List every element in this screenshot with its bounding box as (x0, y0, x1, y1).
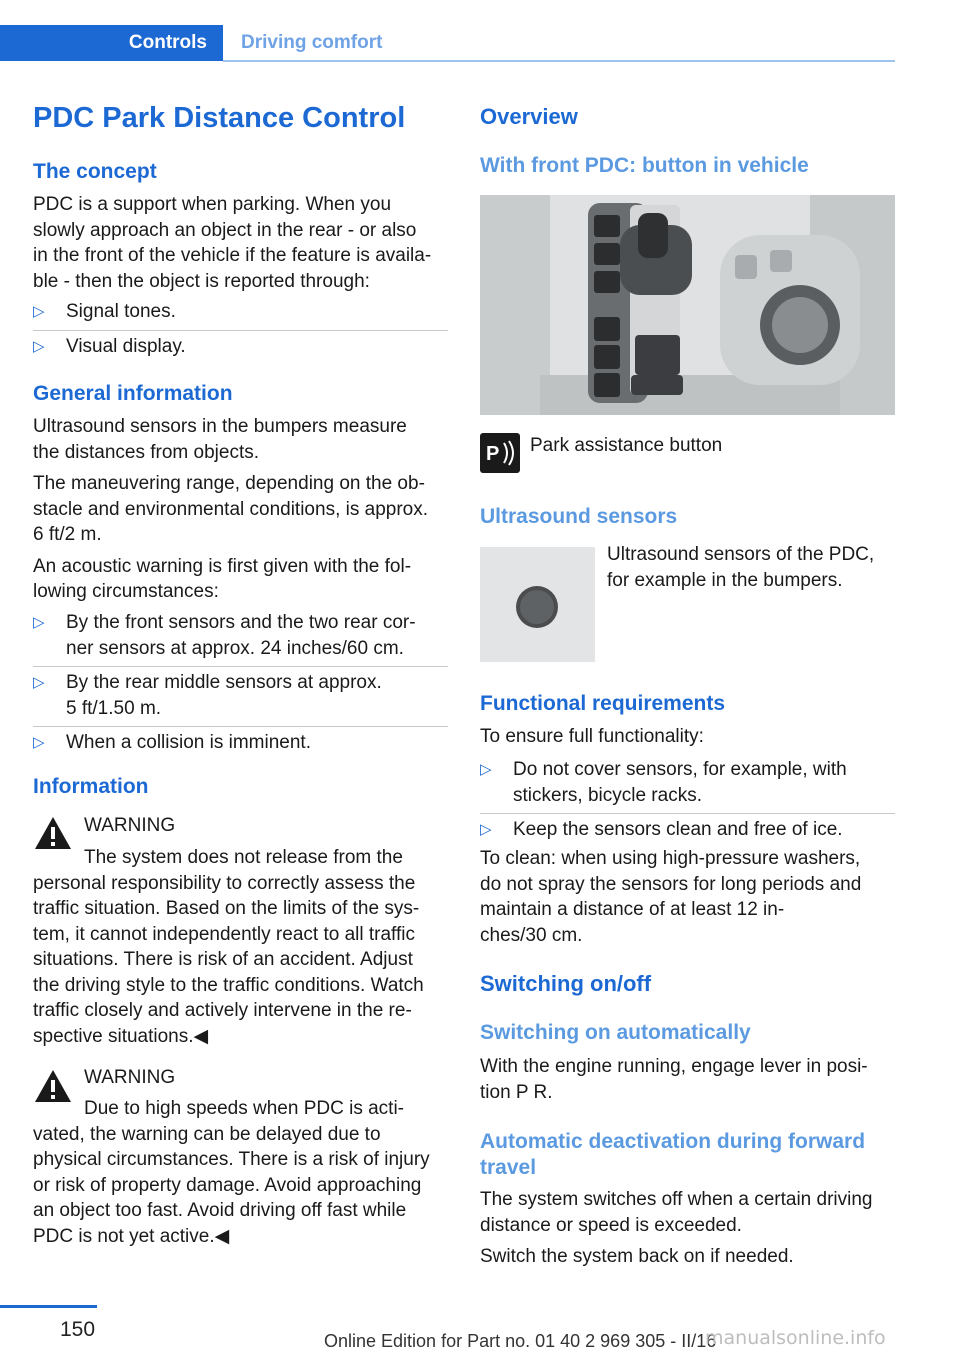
functional-heading: Functional requirements (480, 692, 726, 715)
information-heading: Information (33, 775, 149, 798)
bullet-triangle-icon: ▷ (480, 761, 492, 778)
list-item (33, 670, 448, 721)
text-line: 6 ft/2 m. (33, 524, 102, 545)
text-line: an object too fast. Avoid driving off fast while (33, 1200, 407, 1221)
text-line: slowly approach an object in the rear - or also (33, 219, 417, 241)
watermark: manualsonline.info (705, 1327, 886, 1349)
text-line: Do not cover sensors, for example, with (513, 759, 847, 780)
general-bullets (33, 610, 448, 756)
text-line: Ultrasound sensors in the bumpers measure (33, 416, 407, 437)
list-item-text: Keep the sensors clean and free of ice. (513, 819, 843, 840)
center-console-image (480, 195, 895, 415)
auto-on-heading: Switching on automatically (480, 1021, 751, 1044)
ultrasound-heading: Ultrasound sensors (480, 505, 678, 528)
bullet-triangle-icon: ▷ (33, 614, 45, 631)
text-line: stacle and environmental conditions, is approx. (33, 498, 429, 520)
chapter-tab-label: Controls (128, 32, 207, 53)
page-number: 150 (60, 1318, 96, 1341)
text-line: for example in the bumpers. (607, 569, 843, 591)
edition-note: Online Edition for Part no. 01 40 2 969 305 - II/16 (324, 1331, 717, 1351)
section-breadcrumb-label: Driving comfort (241, 32, 383, 53)
header-divider (223, 60, 895, 62)
list-item-text (66, 670, 382, 721)
heading-line: Automatic deactivation during forward (480, 1130, 866, 1153)
list-item (33, 730, 448, 756)
text-line: or risk of property damage. Avoid approaching (33, 1174, 422, 1196)
concept-heading: The concept (33, 160, 157, 183)
text-line: PDC is not yet active.◀ (33, 1225, 230, 1247)
text-line: Switch the system back on if needed. (480, 1246, 794, 1267)
text-line: distance or speed is exceeded. (480, 1214, 742, 1236)
text-line: tem, it cannot independently react to all traffic (33, 923, 415, 945)
text-line: physical circumstances. There is a risk of injury (33, 1149, 430, 1170)
auto-off-heading (480, 1129, 910, 1181)
list-item (33, 299, 448, 325)
text-line: in the front of the vehicle if the feature is availa- (33, 245, 432, 266)
ultrasound-text (607, 542, 907, 593)
park-assistance-icon (480, 433, 520, 473)
list-divider (33, 330, 448, 331)
list-divider (480, 813, 895, 814)
text-line: situations. There is risk of an accident. Adjust (33, 949, 413, 970)
warning-label: WARNING (84, 815, 176, 836)
text-line: the driving style to the traffic conditions. Watch (33, 974, 424, 996)
text-line: do not spray the sensors for long periods and (480, 873, 862, 895)
text-line: the distances from objects. (33, 441, 259, 463)
general-heading: General information (33, 382, 233, 405)
text-line: stickers, bicycle racks. (513, 784, 702, 806)
text-line: traffic situation. Based on the limits of the sys- (33, 898, 420, 919)
text-line: Due to high speeds when PDC is acti- (84, 1098, 404, 1119)
functional-bullets (480, 757, 895, 843)
general-text (33, 414, 463, 605)
list-item-text (66, 610, 416, 661)
text-line: PDC is a support when parking. When you (33, 194, 392, 215)
warning-text (33, 845, 463, 1049)
text-line: With the engine running, engage lever in posi- (480, 1056, 868, 1077)
front-pdc-heading: With front PDC: button in vehicle (480, 154, 809, 177)
list-item-text: When a collision is imminent. (66, 732, 311, 753)
functional-intro: To ensure full functionality: (480, 726, 704, 747)
text-line: The maneuvering range, depending on the ob- (33, 473, 425, 494)
list-divider (33, 666, 448, 667)
list-item-text (513, 757, 847, 808)
switching-heading: Switching on/off (480, 971, 652, 996)
overview-heading: Overview (480, 104, 578, 129)
text-line: maintain a distance of at least 12 in- (480, 899, 785, 920)
text-line: To clean: when using high-pressure washers, (480, 848, 861, 869)
text-line: An acoustic warning is first given with the fol- (33, 555, 412, 577)
auto-off-text (480, 1187, 910, 1270)
text-line: By the rear middle sensors at approx. (66, 672, 382, 693)
list-item (480, 757, 895, 808)
list-item-text: Visual display. (66, 335, 186, 357)
bullet-triangle-icon: ▷ (33, 674, 45, 691)
list-item (33, 610, 448, 661)
text-line: ches/30 cm. (480, 924, 583, 946)
footer-divider (0, 1305, 97, 1308)
text-line: traffic closely and actively intervene in the re- (33, 1000, 412, 1021)
text-line: The system does not release from the (84, 847, 403, 868)
text-line: tion P R. (480, 1081, 553, 1103)
bullet-triangle-icon: ▷ (480, 821, 492, 838)
heading-line: travel (480, 1156, 537, 1179)
bullet-triangle-icon: ▷ (33, 303, 45, 320)
ultrasound-sensor-image (480, 547, 595, 662)
page-title: PDC Park Distance Control (33, 102, 406, 134)
text-line: personal responsibility to correctly assess the (33, 872, 416, 894)
text-line: lowing circumstances: (33, 581, 219, 602)
concept-text (33, 192, 463, 294)
text-line: The system switches off when a certain driving (480, 1189, 873, 1210)
chapter-tab[interactable] (0, 25, 223, 61)
bullet-triangle-icon: ▷ (33, 734, 45, 751)
bullet-triangle-icon: ▷ (33, 337, 45, 355)
list-item (33, 334, 448, 360)
text-line: spective situations.◀ (33, 1025, 209, 1047)
text-line: 5 ft/1.50 m. (66, 697, 162, 719)
text-line: Ultrasound sensors of the PDC, (607, 544, 875, 565)
list-divider (33, 726, 448, 727)
text-line: By the front sensors and the two rear cor- (66, 612, 416, 633)
list-item (480, 817, 895, 843)
text-line: vated, the warning can be delayed due to (33, 1123, 381, 1145)
warning-label: WARNING (84, 1067, 176, 1088)
concept-bullets (33, 299, 448, 359)
cleaning-text (480, 846, 910, 948)
svg-text:P: P (486, 443, 500, 465)
warning-text (33, 1096, 463, 1249)
list-item-text: Signal tones. (66, 301, 176, 322)
section-breadcrumb[interactable] (223, 25, 382, 61)
park-assistance-label: Park assistance button (530, 435, 723, 456)
text-line: ner sensors at approx. 24 inches/60 cm. (66, 637, 404, 659)
auto-on-text (480, 1054, 910, 1105)
text-line: ble - then the object is reported through: (33, 270, 370, 292)
